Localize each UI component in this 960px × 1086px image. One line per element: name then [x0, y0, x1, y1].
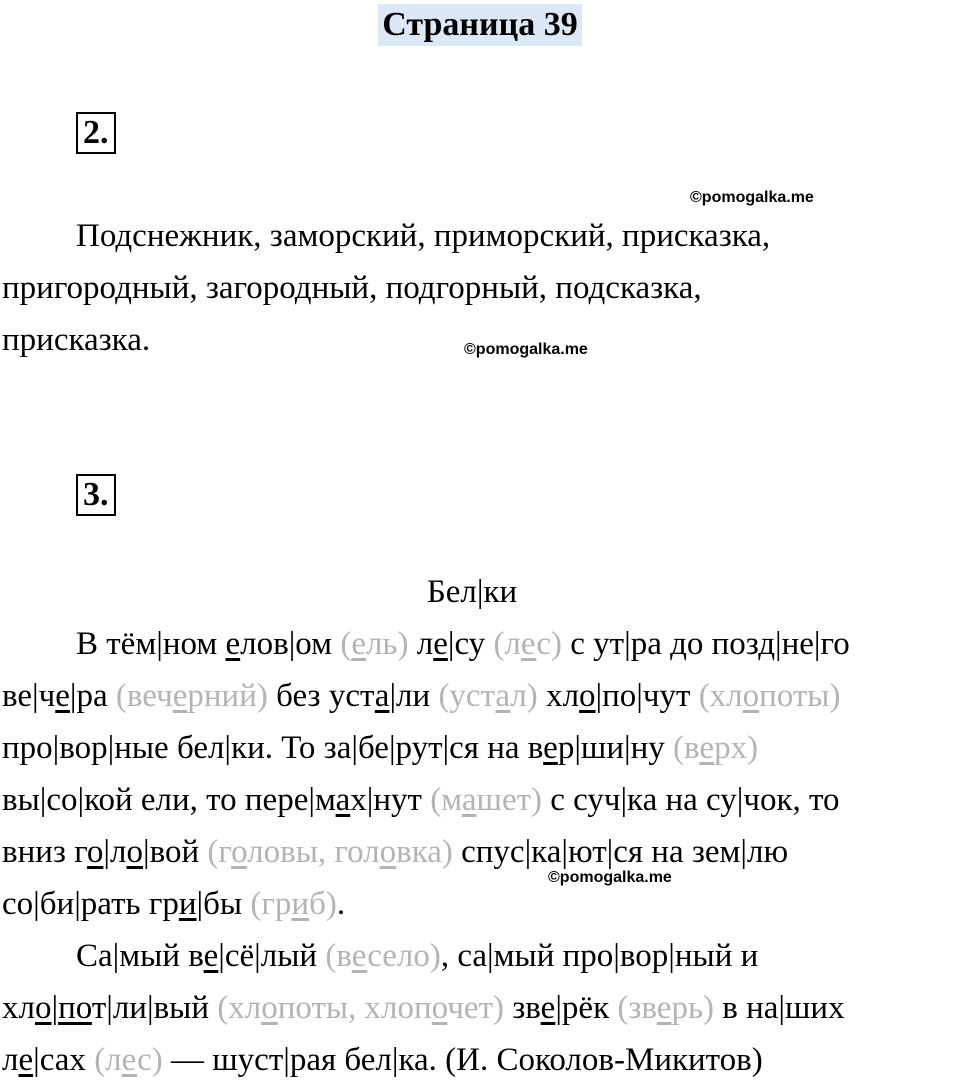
text-fragment: В тём|ном — [76, 626, 226, 662]
hint-word: (в — [325, 938, 352, 974]
hint-word: (л — [493, 626, 521, 662]
highlighted-vowel: е — [203, 938, 219, 974]
hint-word: о — [231, 834, 248, 870]
hint-word: с) — [137, 1042, 163, 1078]
text-fragment: |сах — [33, 1042, 95, 1078]
text-line: Подснежник, заморский, приморский, присказка, — [76, 218, 771, 254]
text-fragment: т|ли|вый — [91, 990, 218, 1026]
hint-word: а — [461, 782, 477, 818]
hint-word: (хл — [217, 990, 262, 1026]
text-fragment: вниз г — [2, 834, 87, 870]
highlighted-vowel: е — [543, 730, 558, 766]
hint-word: поты, хлоп — [277, 990, 432, 1026]
text-fragment: Са|мый в — [76, 938, 204, 974]
hint-word: ль) — [365, 626, 409, 662]
watermark: ©pomogalka.me — [690, 189, 814, 206]
text-fragment: с суч|ка на су|чок, то — [542, 782, 840, 818]
highlighted-vowel: и — [178, 886, 197, 922]
hint-word: с) — [536, 626, 563, 662]
highlighted-vowel: о — [579, 678, 596, 714]
text-fragment: |ра — [69, 678, 116, 714]
watermark: ©pomogalka.me — [464, 341, 588, 358]
hint-word: (хл — [698, 678, 743, 714]
text-fragment: |вой — [142, 834, 208, 870]
text-fragment: |л — [103, 834, 127, 870]
page-title: Страница 39 — [378, 4, 581, 46]
text-line — [2, 930, 942, 982]
hint-word: о — [379, 834, 397, 870]
hint-word: е — [351, 938, 368, 974]
hint-word: чет) — [447, 990, 504, 1026]
hint-word: е — [699, 730, 715, 766]
text-line: присказка. — [2, 322, 151, 358]
hint-word: о — [261, 990, 278, 1026]
exercise-2-number: 2. — [76, 112, 116, 154]
hint-word: (г — [207, 834, 232, 870]
hint-word: е — [172, 678, 188, 714]
text-fragment: хл — [537, 678, 580, 714]
hint-word: вка) — [396, 834, 453, 870]
hint-word: село) — [367, 938, 441, 974]
text-fragment: про|вор|ные бел|ки. То за|бе|рут|ся на в — [2, 730, 544, 766]
highlighted-vowel: а — [374, 678, 390, 714]
hint-word: рх) — [714, 730, 759, 766]
highlighted-vowel: е — [18, 1042, 34, 1078]
hint-word: (веч — [115, 678, 173, 714]
text-line — [2, 722, 942, 774]
highlighted-vowel: а — [335, 782, 351, 818]
exercise-3-number: 3. — [76, 474, 116, 516]
text-fragment: |сё|лый — [218, 938, 326, 974]
text-line — [2, 774, 942, 826]
text-fragment: со|би|рать гр — [2, 886, 179, 922]
text-line — [2, 670, 942, 722]
text-fragment: |рёк — [555, 990, 618, 1026]
text-fragment: |су — [447, 626, 494, 662]
highlighted-vowel: по — [58, 990, 92, 1026]
text-fragment: |бы — [196, 886, 251, 922]
text-line — [2, 982, 942, 1034]
text-fragment: л — [408, 626, 434, 662]
exercise-3-text — [2, 566, 942, 1086]
hint-word: л) — [510, 678, 538, 714]
hint-word: поты) — [759, 678, 841, 714]
hint-word: шет) — [476, 782, 542, 818]
hint-word: о — [742, 678, 760, 714]
text-fragment: — шуст|рая бел|ка. (И. Соколов-Микитов) — [162, 1042, 763, 1078]
text-fragment: хл — [2, 990, 35, 1026]
hint-word: е — [656, 990, 672, 1026]
hint-word: б) — [309, 886, 337, 922]
highlighted-vowel: о — [86, 834, 104, 870]
hint-word: рь) — [671, 990, 714, 1026]
text-fragment: лов|ом — [240, 626, 341, 662]
text-line — [2, 878, 942, 930]
text-fragment: с ут|ра до позд|не|го — [562, 626, 850, 662]
text-fragment: |по|чут — [595, 678, 699, 714]
hint-word: (уст — [438, 678, 496, 714]
text-fragment: ве|ч — [2, 678, 56, 714]
highlighted-vowel: е — [433, 626, 448, 662]
hint-word: (м — [430, 782, 462, 818]
hint-word: и — [291, 886, 310, 922]
text-fragment: без уст — [267, 678, 375, 714]
text-line — [2, 1034, 942, 1086]
hint-word: (зв — [617, 990, 657, 1026]
highlighted-vowel: о — [34, 990, 52, 1026]
text-fragment: | — [51, 990, 59, 1026]
highlighted-vowel: е — [55, 678, 70, 714]
text-fragment: спус|ка|ют|ся на зем|лю — [452, 834, 789, 870]
hint-word: ( — [340, 626, 352, 662]
highlighted-vowel: е — [540, 990, 556, 1026]
hint-word: (л — [94, 1042, 122, 1078]
text-fragment: в на|ших — [714, 990, 845, 1026]
hint-word: (в — [673, 730, 700, 766]
hint-word: (гр — [250, 886, 292, 922]
text-fragment: |ли — [389, 678, 439, 714]
text-line — [2, 826, 942, 878]
page-title-wrap — [0, 4, 960, 48]
text-fragment: р|ши|ну — [557, 730, 674, 766]
watermark: ©pomogalka.me — [548, 869, 672, 886]
hint-word: а — [495, 678, 511, 714]
hint-word: е — [351, 626, 366, 662]
highlighted-vowel: о — [126, 834, 143, 870]
text-fragment: х|нут — [350, 782, 431, 818]
hint-word: е — [121, 1042, 138, 1078]
text-fragment: . — [336, 886, 346, 922]
text-line: пригородный, загородный, подгорный, подсказка, — [2, 270, 702, 306]
text-fragment: вы|со|кой ели, то пере|м — [2, 782, 336, 818]
text-fragment: , са|мый про|вор|ный и — [440, 938, 759, 974]
hint-word: о — [431, 990, 448, 1026]
highlighted-vowel: е — [225, 626, 241, 662]
hint-word: е — [520, 626, 537, 662]
hint-word: ловы, гол — [247, 834, 380, 870]
text-fragment: л — [2, 1042, 19, 1078]
text-fragment: зв — [503, 990, 541, 1026]
text-line — [2, 618, 942, 670]
hint-word: рний) — [187, 678, 268, 714]
story-heading: Бел|ки — [426, 574, 518, 610]
